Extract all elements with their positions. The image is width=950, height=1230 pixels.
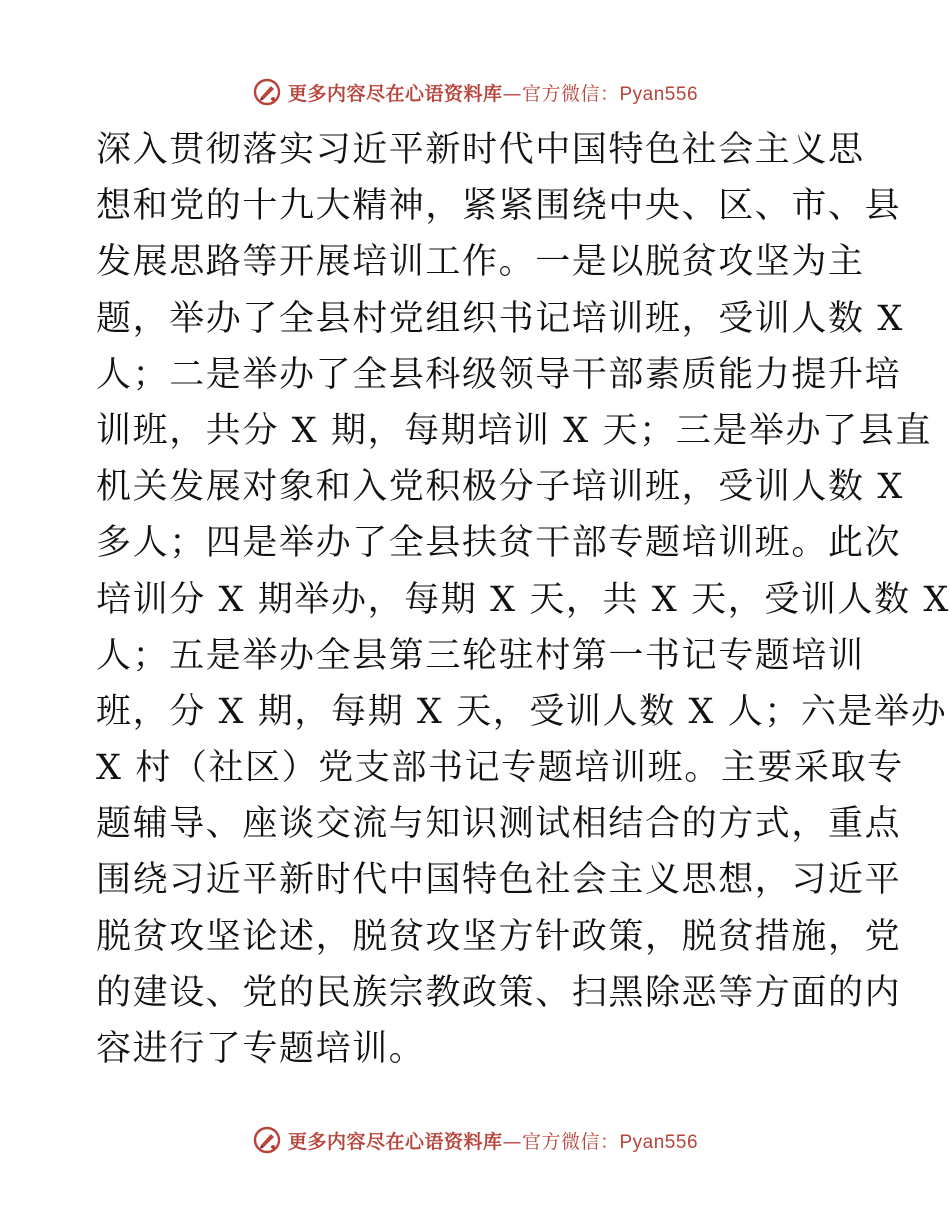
watermark-wechat-id: Pyan556: [619, 1131, 699, 1153]
text-line: 人；二是举办了全县科级领导干部素质能力提升培: [96, 354, 902, 395]
watermark-wechat-label: —官方微信：: [502, 1130, 620, 1153]
text-line: 多人；四是举办了全县扶贫干部专题培训班。此次: [96, 523, 902, 564]
text-line: 容进行了专题培训。: [96, 1029, 426, 1069]
text-line: 的建设、党的民族宗教政策、扫黑除恶等方面的内: [96, 972, 902, 1013]
watermark-text: [288, 1127, 698, 1154]
watermark-title: 更多内容尽在心语资料库: [287, 1130, 503, 1153]
text-line: 脱贫攻坚论述，脱贫攻坚方针政策，脱贫措施，党: [96, 916, 902, 957]
pen-logo-icon: [252, 77, 282, 107]
watermark-text: [288, 79, 698, 106]
watermark-title: 更多内容尽在心语资料库: [287, 82, 503, 105]
text-line: 人；五是举办全县第三轮驻村第一书记专题培训: [96, 635, 865, 676]
text-line: 围绕习近平新时代中国特色社会主义思想，习近平: [96, 860, 902, 901]
text-line: 发展思路等开展培训工作。一是以脱贫攻坚为主: [96, 242, 865, 283]
body-paragraph: [96, 122, 950, 1077]
text-line: X 村（社区）党支部书记专题培训班。主要采取专: [96, 748, 904, 789]
text-line: 题辅导、座谈交流与知识测试相结合的方式，重点: [96, 804, 902, 845]
text-line: 深入贯彻落实习近平新时代中国特色社会主义思: [96, 130, 865, 170]
footer-watermark: [0, 1120, 950, 1160]
text-line: 机关发展对象和入党积极分子培训班，受训人数 X: [96, 467, 904, 508]
text-line: 班，分 X 期，每期 X 天，受训人数 X 人；六是举办: [96, 691, 948, 732]
pen-logo-icon: [252, 1125, 282, 1155]
text-line: 题，举办了全县村党组织书记培训班，受训人数 X: [96, 298, 904, 339]
text-line: 培训分 X 期举办，每期 X 天，共 X 天，受训人数 X: [96, 579, 950, 620]
text-line: 训班，共分 X 期，每期培训 X 天；三是举办了县直: [96, 410, 932, 451]
text-line: 想和党的十九大精神，紧紧围绕中央、区、市、县: [96, 186, 902, 227]
header-watermark: [0, 72, 950, 112]
watermark-wechat-label: —官方微信：: [502, 82, 620, 105]
watermark-wechat-id: Pyan556: [619, 83, 699, 105]
